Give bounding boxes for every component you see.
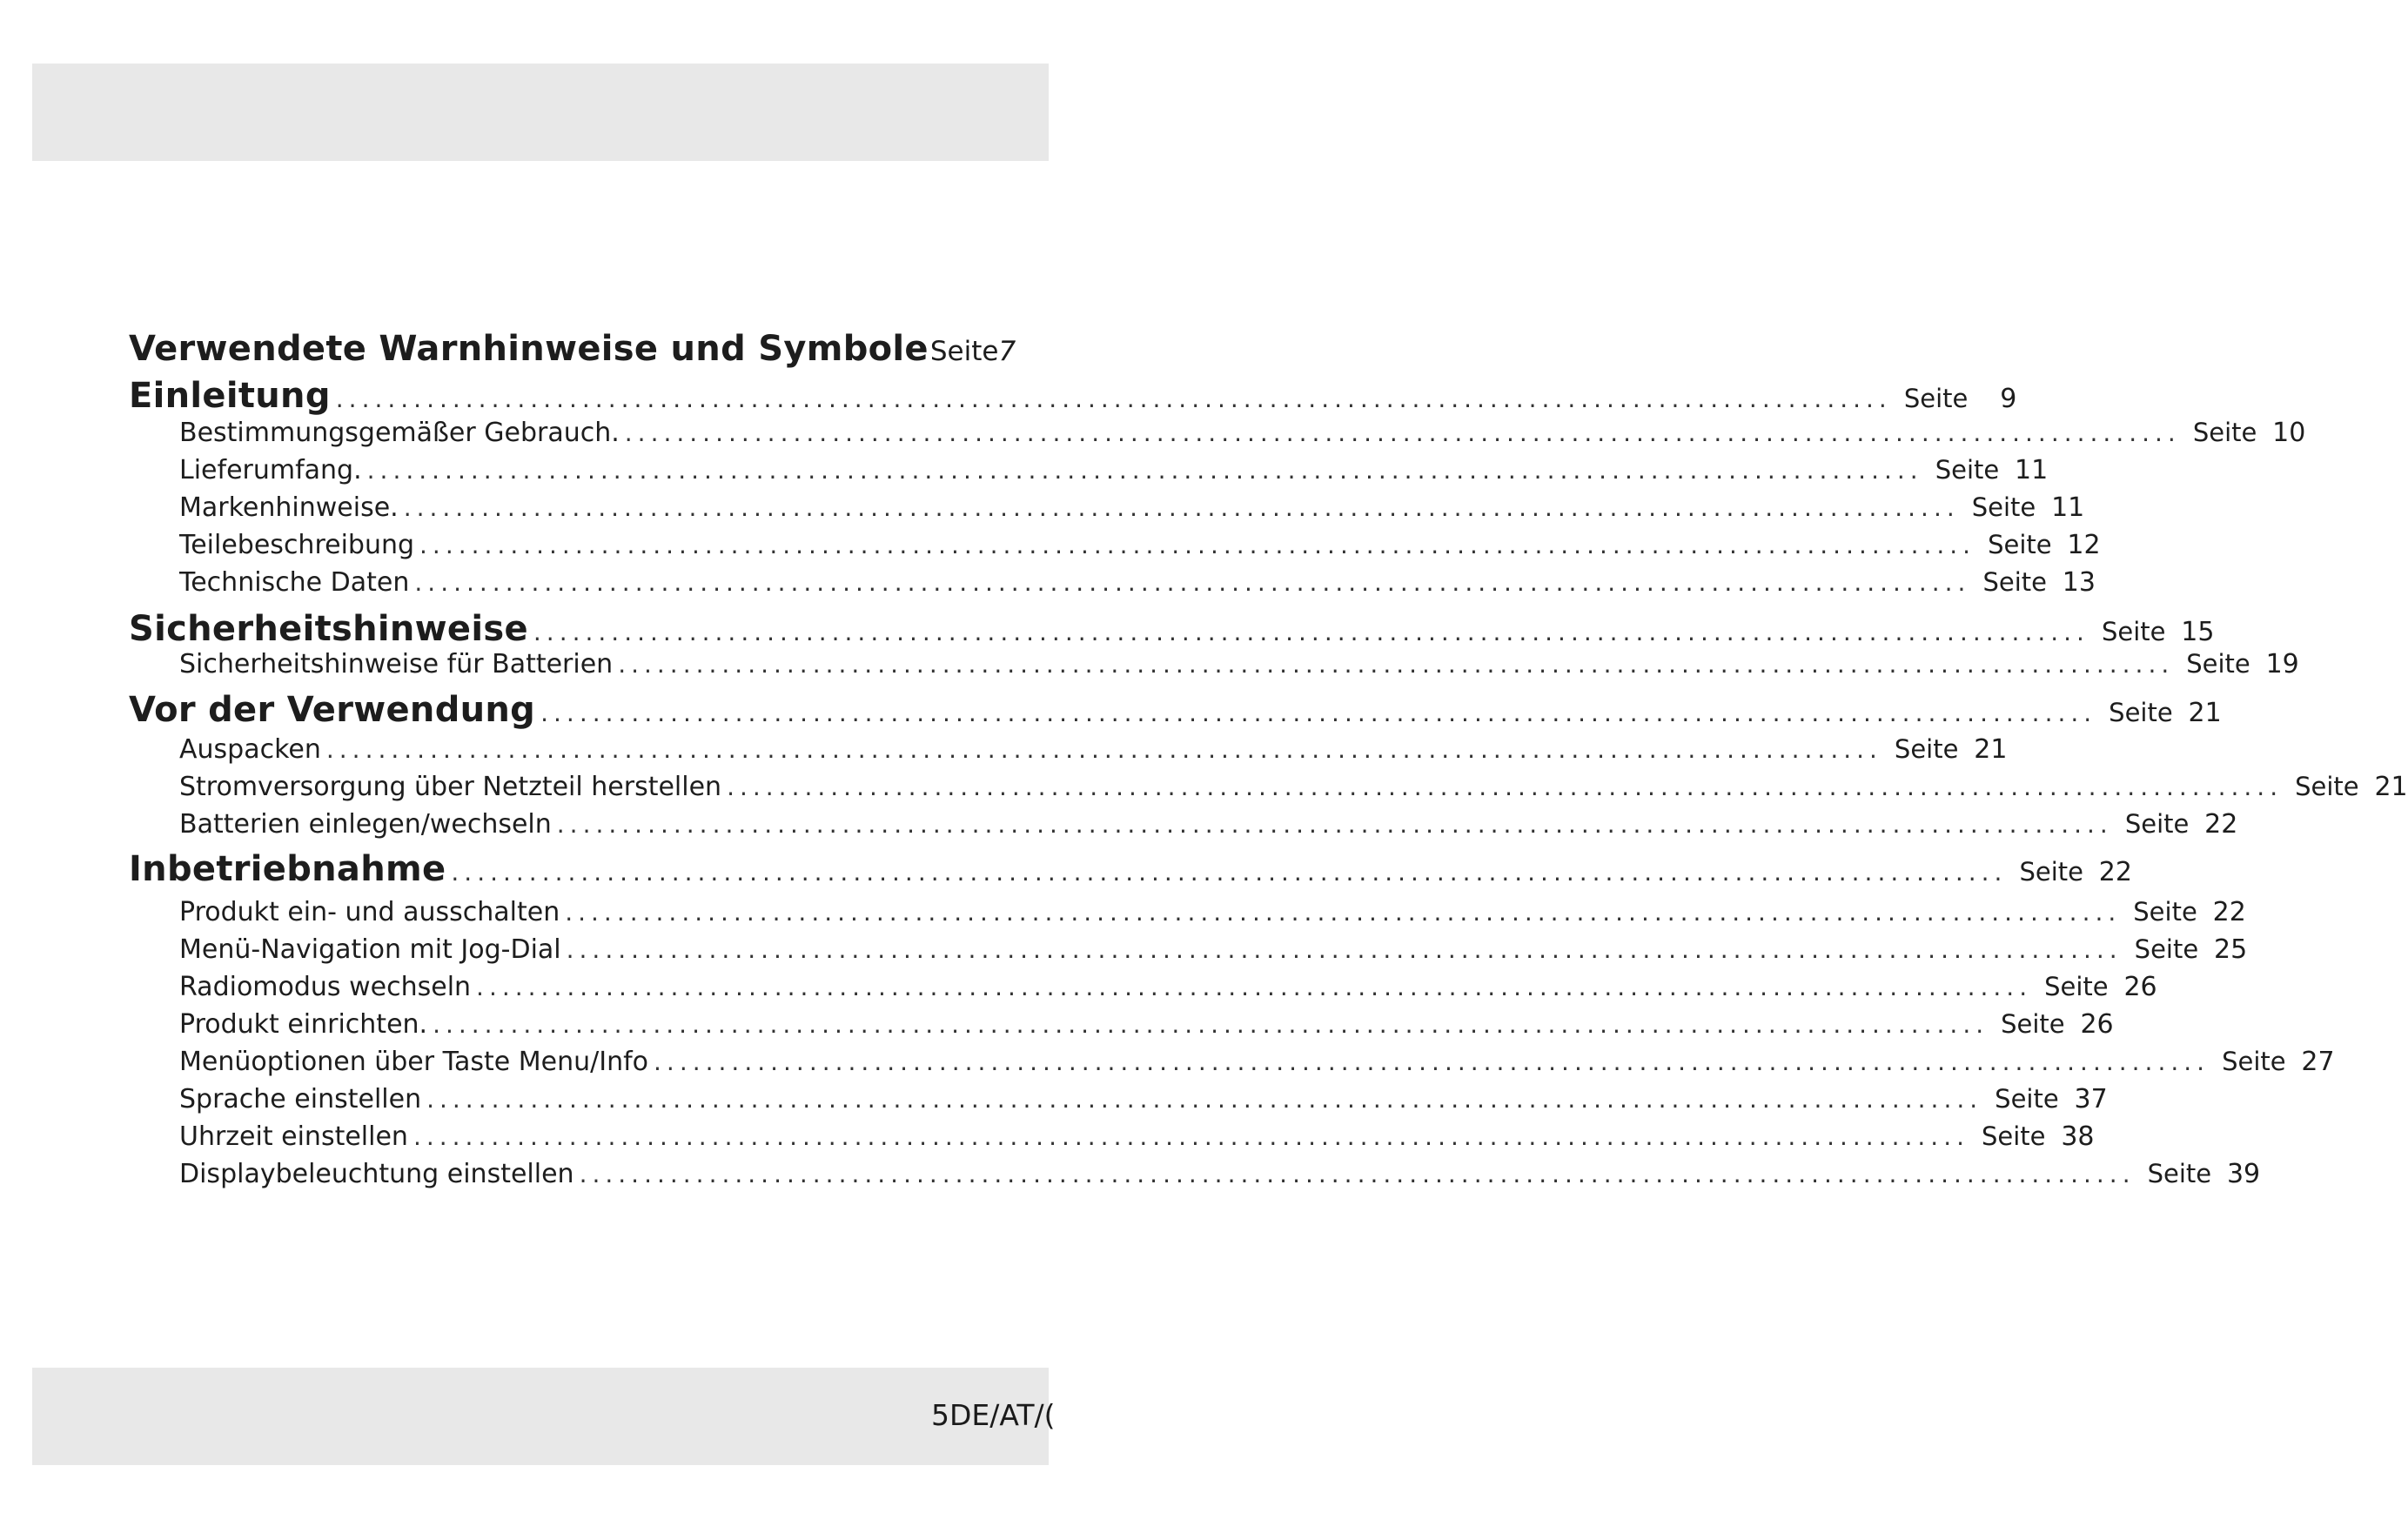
toc-page-number: 25 <box>2214 934 2248 965</box>
toc-subentry <box>179 734 2008 769</box>
dot-leader: ........................................................................................................................ <box>727 773 2284 801</box>
dot-leader: ........................................................................................................................ <box>366 456 1923 485</box>
toc-entry-title: Sicherheitshinweise <box>129 609 528 649</box>
toc-page-number: 21 <box>1974 734 2008 765</box>
dot-leader: ........................................................................................................................ <box>335 385 1892 413</box>
toc-seite-label: Seite <box>2186 649 2250 679</box>
toc-page-number: 38 <box>2061 1121 2095 1152</box>
toc-entry-title: Produkt einrichten. <box>179 1009 428 1040</box>
toc-entry-title: Produkt ein- und ausschalten <box>179 897 560 927</box>
dot-leader: ........................................................................................................................ <box>451 858 2008 887</box>
toc-seite-label: Seite <box>2109 698 2173 727</box>
toc-page-number: 11 <box>2051 492 2085 523</box>
toc-subentry <box>179 1084 2108 1119</box>
dot-leader: ........................................................................................................................ <box>413 1122 1969 1151</box>
toc-subentry <box>179 972 2157 1007</box>
toc-entry-title: Sprache einstellen <box>179 1084 422 1114</box>
toc-seite-label: Seite <box>2295 772 2359 801</box>
toc-entry-title: Einleitung <box>129 376 331 416</box>
toc-seite-label: Seite <box>2133 897 2197 927</box>
toc-subentry <box>179 649 2299 684</box>
toc-page-number: 26 <box>2123 972 2157 1002</box>
toc-seite-label: Seite <box>2222 1047 2286 1076</box>
toc-page-number: 13 <box>2062 567 2096 598</box>
toc-seite-label: Seite <box>1935 455 2000 485</box>
toc-seite-label: Seite <box>1903 384 1969 413</box>
toc-page-number: 22 <box>2212 897 2246 927</box>
toc-subentry <box>179 897 2246 932</box>
toc-subentry <box>179 772 2408 807</box>
toc-page-number: 22 <box>2098 857 2132 887</box>
dot-leader: ........................................................................................................................ <box>624 418 2181 447</box>
toc-entry-title: Menüoptionen über Taste Menu/Info <box>179 1047 649 1077</box>
toc-seite-label: Seite <box>2134 934 2199 964</box>
toc-subentry <box>179 1159 2261 1194</box>
toc-heading-entry <box>129 690 2222 737</box>
toc-page-number: 27 <box>2301 1047 2335 1077</box>
toc-entry-title: Verwendete Warnhinweise und Symbole <box>129 329 929 369</box>
toc-seite-label: Seite <box>2044 972 2109 1001</box>
toc-seite-label: Seite <box>1982 567 2047 597</box>
toc-seite-label: Seite <box>1995 1084 2059 1114</box>
dot-leader: ........................................................................................................................ <box>533 618 2089 646</box>
toc-entry-title: Sicherheitshinweise für Batterien <box>179 649 614 679</box>
toc-page-number: 21 <box>2188 698 2222 728</box>
toc-page-number: 19 <box>2265 649 2299 679</box>
dot-leader: ........................................................................................................................ <box>426 1085 1983 1114</box>
toc-seite-label: Seite <box>1982 1121 2046 1151</box>
toc-entry-title: Bestimmungsgemäßer Gebrauch. <box>179 418 620 448</box>
toc-seite-label: Seite <box>2001 1009 2065 1039</box>
toc-page-number: 11 <box>2015 455 2049 485</box>
dot-leader: ........................................................................................................................ <box>325 735 1882 764</box>
dot-leader: ........................................................................................................................ <box>414 568 1971 597</box>
toc-entry-title: Inbetriebnahme <box>129 849 446 889</box>
dot-leader: ........................................................................................................................ <box>566 935 2123 964</box>
toc-seite-label: Seite <box>1988 530 2052 559</box>
toc-entry-title: Menü-Navigation mit Jog-Dial <box>179 934 561 965</box>
toc-entry-title: Vor der Verwendung <box>129 690 536 730</box>
toc-page-number: 37 <box>2074 1084 2108 1114</box>
toc-seite-label: Seite <box>929 336 999 367</box>
toc-heading-entry <box>129 329 1016 376</box>
dot-leader: ........................................................................................................................ <box>618 650 2175 679</box>
dot-leader: ........................................................................................................................ <box>476 973 2033 1001</box>
toc-entry-title: Batterien einlegen/wechseln <box>179 809 552 840</box>
toc-entry-title: Lieferumfang. <box>179 455 362 485</box>
toc-page-number: 39 <box>2226 1159 2261 1189</box>
toc-entry-title: Markenhinweise. <box>179 492 399 523</box>
toc-subentry <box>179 530 2101 565</box>
toc-seite-label: Seite <box>2101 617 2166 646</box>
footer-band <box>32 1368 1049 1465</box>
dot-leader: ........................................................................................................................ <box>556 810 2113 839</box>
dot-leader: ........................................................................................................................ <box>565 898 2122 927</box>
toc-heading-entry <box>129 849 2132 896</box>
dot-leader: ........................................................................................................................ <box>419 531 1976 559</box>
toc-seite-label: Seite <box>2192 418 2257 447</box>
toc-seite-label: Seite <box>2147 1159 2212 1188</box>
toc-subentry <box>179 1047 2335 1081</box>
toc-seite-label: Seite <box>1971 492 2036 522</box>
toc-page-number: 26 <box>2080 1009 2114 1040</box>
toc-entry-title: Displaybeleuchtung einstellen <box>179 1159 574 1189</box>
toc-entry-title: Technische Daten <box>179 567 410 598</box>
toc-subentry <box>179 567 2096 602</box>
toc-entry-title: Uhrzeit einstellen <box>179 1121 408 1152</box>
toc-page-number: 9 <box>2000 384 2017 414</box>
toc-page-number: 21 <box>2374 772 2408 802</box>
toc-heading-entry <box>129 376 2017 423</box>
toc-subentry <box>179 455 2049 490</box>
toc-subentry <box>179 418 2306 452</box>
toc-entry-title: Radiomodus wechseln <box>179 972 472 1002</box>
toc-subentry <box>179 492 2085 527</box>
toc-entry-title: Teilebeschreibung <box>179 530 415 560</box>
dot-leader: ........................................................................................................................ <box>403 493 1960 522</box>
toc-page-number: 10 <box>2272 418 2306 448</box>
dot-leader: ........................................................................................................................ <box>654 1047 2210 1076</box>
toc-entry-title: Auspacken <box>179 734 321 765</box>
toc-subentry <box>179 934 2248 969</box>
toc-subentry <box>179 1121 2095 1156</box>
toc-page-number: 15 <box>2181 617 2215 647</box>
dot-leader: ........................................................................................................................ <box>540 699 2097 727</box>
toc-seite-label: Seite <box>1894 734 1959 764</box>
toc-page-number: 12 <box>2067 530 2101 560</box>
toc-seite-label: Seite <box>2019 857 2083 887</box>
toc-subentry <box>179 1009 2114 1044</box>
toc-page-number: 22 <box>2204 809 2238 840</box>
toc-seite-label: Seite <box>2124 809 2190 839</box>
toc-entry-title: Stromversorgung über Netzteil herstellen <box>179 772 722 802</box>
toc-subentry <box>179 809 2238 844</box>
toc-page-number: 7 <box>998 336 1016 367</box>
page-footer-label: 5DE/AT/( <box>931 1398 1056 1432</box>
dot-leader: ........................................................................................................................ <box>579 1160 2136 1188</box>
dot-leader: ........................................................................................................................ <box>433 1010 1989 1039</box>
